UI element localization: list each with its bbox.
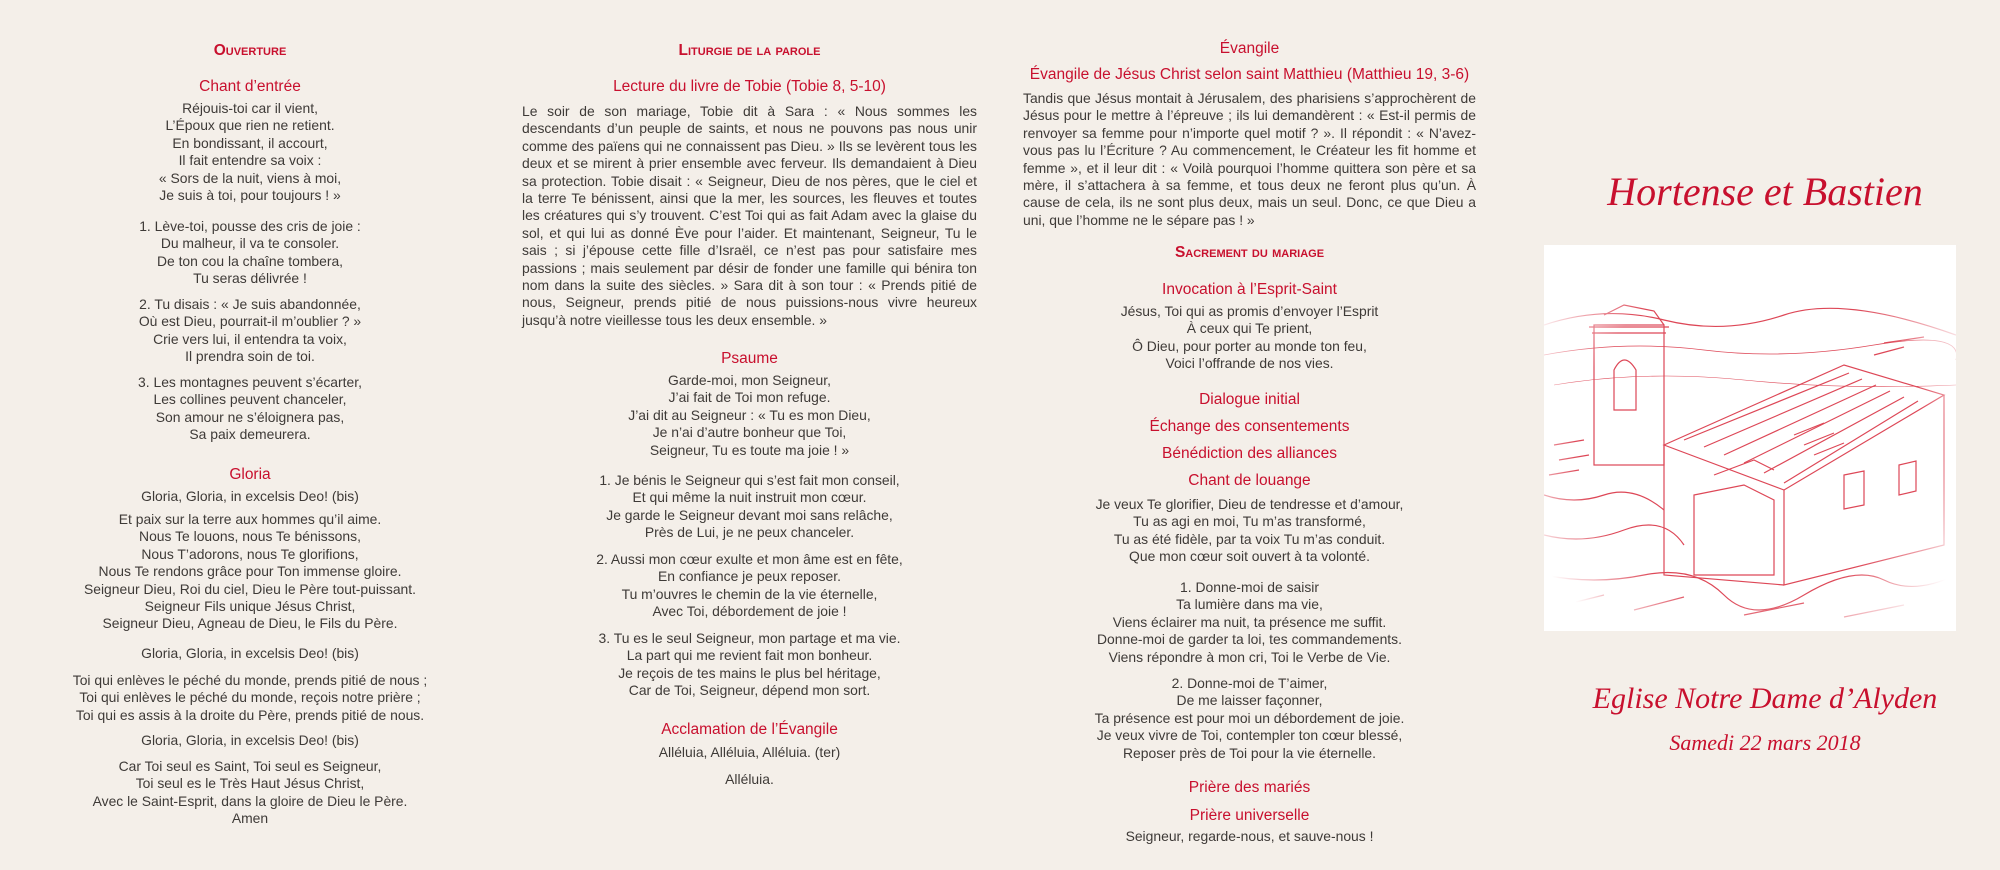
reading-title: Lecture du livre de Tobie (Tobie 8, 5-10) [613,78,886,95]
gloria-paragraph-3: Car Toi seul es Saint, Toi seul es Seigneur, Toi seul es le Très Haut Jésus Christ, Avec le Saint-Esprit, dans la gloire de Dieu le Père. Amen [92,758,408,827]
couple-names: Hortense et Bastien [1607,169,1923,214]
benediction-title: Bénédiction des alliances [1162,445,1337,462]
gloria-paragraph-1: Et paix sur la terre aux hommes qu’il aime. Nous Te louons, nous Te bénissons, Nous T’adorons, nous Te glorifions, Nous Te rendons grâce pour Ton immense gloire. Seigneur Dieu, Roi du ciel, Dieu le Père tout-puissant. Seigneur Fils unique Jésus Christ, Seigneur Dieu, Agneau de Dieu, le Fils du Père. [83,511,416,632]
invocation-text: Jésus, Toi qui as promis d’envoyer l’Esprit À ceux qui Te prient, Ô Dieu, pour porter au monde ton feu, Voici l’offrande de nos vies. [1120,303,1379,372]
acclamation-title: Acclamation de l’Évangile [661,721,838,738]
cover-panel [1530,0,2000,870]
church-sketch-icon [1544,245,1956,631]
gloria-title: Gloria [229,466,271,483]
acclamation-line-1: Alléluia, Alléluia, Alléluia. (ter) [658,744,841,760]
psalm-refrain: Garde-moi, mon Seigneur, J’ai fait de Toi mon refuge. J’ai dit au Seigneur : « Tu es mon Dieu, Je n’ai d’autre bonheur que Toi, Seigneur, Tu es toute ma joie ! » [628,372,871,458]
gospel-subtitle: Évangile de Jésus Christ selon saint Matthieu (Matthieu 19, 3-6) [1029,66,1470,83]
priere-universelle-text: Seigneur, regarde-nous, et sauve-nous ! [1125,828,1374,844]
section-title-liturgie: Liturgie de la parole [678,42,821,59]
church-name: Eglise Notre Dame d’Alyden [1592,682,1938,715]
psalm-title: Psaume [721,350,778,367]
psalm-verse-3: 3. Tu es le seul Seigneur, mon partage et ma vie. La part qui me revient fait mon bonheur. Je reçois de tes mains le plus bel héritage, Car de Toi, Seigneur, dépend mon sort. [598,630,901,699]
gloria-refrain-1: Gloria, Gloria, in excelsis Deo! (bis) [141,488,359,504]
echange-title: Échange des consentements [1149,418,1350,435]
dialogue-title: Dialogue initial [1199,391,1300,408]
chant-entree-title: Chant d’entrée [199,78,301,95]
gloria-paragraph-2: Toi qui enlèves le péché du monde, prends pitié de nous ; Toi qui enlèves le péché du monde, reçois notre prière ; Toi qui es assis à la droite du Père, prends pitié de nous. [72,672,428,723]
chant-entree-verse-2: 2. Tu disais : « Je suis abandonnée, Où est Dieu, pourrait-il m’oublier ? » Crie vers lui, il entendra ta voix, Il prendra soin de toi. [138,296,362,365]
psalm-verse-1: 1. Je bénis le Seigneur qui s’est fait mon conseil, Et qui même la nuit instruit mon cœur. Je garde le Seigneur devant moi sans relâche, Près de Lui, je ne peux chanceler. [599,472,900,541]
louange-title: Chant de louange [1188,472,1311,489]
chant-entree-verse-1: 1. Lève-toi, pousse des cris de joie : Du malheur, il va te consoler. De ton cou la chaîne tombera, Tu seras délivrée ! [139,218,361,287]
louange-refrain: Je veux Te glorifier, Dieu de tendresse et d’amour, Tu as agi en moi, Tu m’as transformé, Tu as été fidèle, par ta voix Tu m’as conduit. Que mon cœur soit ouvert à ta volonté. [1095,496,1404,565]
chant-entree-refrain: Réjouis-toi car il vient, L’Époux que rien ne retient. En bondissant, il accourt, Il fait entendre sa voix : « Sors de la nuit, viens à moi, Je suis à toi, pour toujours ! » [158,100,342,204]
priere-universelle-title: Prière universelle [1189,807,1310,824]
gloria-refrain-2: Gloria, Gloria, in excelsis Deo! (bis) [141,645,359,661]
louange-verse-1: 1. Donne-moi de saisir Ta lumière dans ma vie, Viens éclairer ma nuit, ta présence me suffit. Donne-moi de garder ta loi, tes commandements. Viens répondre à mon cri, Toi le Verbe de Vie. [1097,579,1402,665]
psalm-verse-2: 2. Aussi mon cœur exulte et mon âme est en fête, En confiance je peux reposer. Tu m’ouvres le chemin de la vie éternelle, Avec Toi, débordement de joie ! [596,551,903,620]
priere-maries-title: Prière des mariés [1188,779,1311,796]
reading-text: Le soir de son mariage, Tobie dit à Sara : « Nous sommes les descendants d’un peuple de saints, et nous ne pouvons pas nous unir comme des païens qui ne connaissent pas Dieu. » Ils se levèrent tous les deux et se mirent à prier ensemble avec ferveur. Ils demandaient à Dieu sa protection. Tobie disait : « Seigneur, Dieu de nos pères, que le ciel et la terre Te bénissent, ainsi que la mer, les sources, les fleuves et toutes les créatures qui s’y trouvent. C’est Toi qui as fait Adam avec la glaise du sol, et qui lui as donné Ève pour l’aider. Et maintenant, Seigneur, Tu le sais ; si j’épouse cette fille d’Israël, ce n’est pas pour satisfaire mes passions ; mais seulement par désir de fonder une famille qui bénira ton nom dans la suite des siècles. » Sara dit à son tour : « Prends pitié de nous, Seigneur, prends pitié de nous puissions-nous vivre heureux jusqu’à notre vieillesse tous les deux ensemble. » [522,103,977,328]
invocation-title: Invocation à l’Esprit-Saint [1162,281,1337,298]
louange-verse-2: 2. Donne-moi de T’aimer, De me laisser façonner, Ta présence est pour moi un débordement de joie. Je veux vivre de Toi, contempler ton cœur blessé, Reposer près de Toi pour la vie éternelle. [1094,675,1405,761]
gospel-title: Évangile [1219,40,1280,57]
chant-entree-verse-3: 3. Les montagnes peuvent s’écarter, Les collines peuvent chanceler, Son amour ne s’éloignera pas, Sa paix demeurera. [138,374,362,443]
gospel-text: Tandis que Jésus montait à Jérusalem, des pharisiens s’approchèrent de Jésus pour le mettre à l’épreuve ; ils lui demandèrent : « Est-il permis de renvoyer sa femme pour n’importe quel motif ? ». Il répondit : « N’avez-vous pas lu l’Écriture ? Au commencement, le Créateur les fit homme et femme », et il leur dit : « Voilà pourquoi l’homme quittera son père et sa mère, il s’attachera à sa femme, et tous deux ne feront plus qu’un. À cause de cela, ils ne sont plus deux, mais un seul. Donc, ce que Dieu a uni, que l’homme ne le sépare pas ! » [1023,90,1476,228]
acclamation-line-2: Alléluia. [725,771,774,787]
section-title-ouverture: Ouverture [213,42,287,59]
sacrament-title: Sacrement du mariage [1174,244,1325,261]
church-sketch-image [1544,245,1956,631]
gloria-refrain-3: Gloria, Gloria, in excelsis Deo! (bis) [141,732,359,748]
wedding-date: Samedi 22 mars 2018 [1669,730,1861,755]
